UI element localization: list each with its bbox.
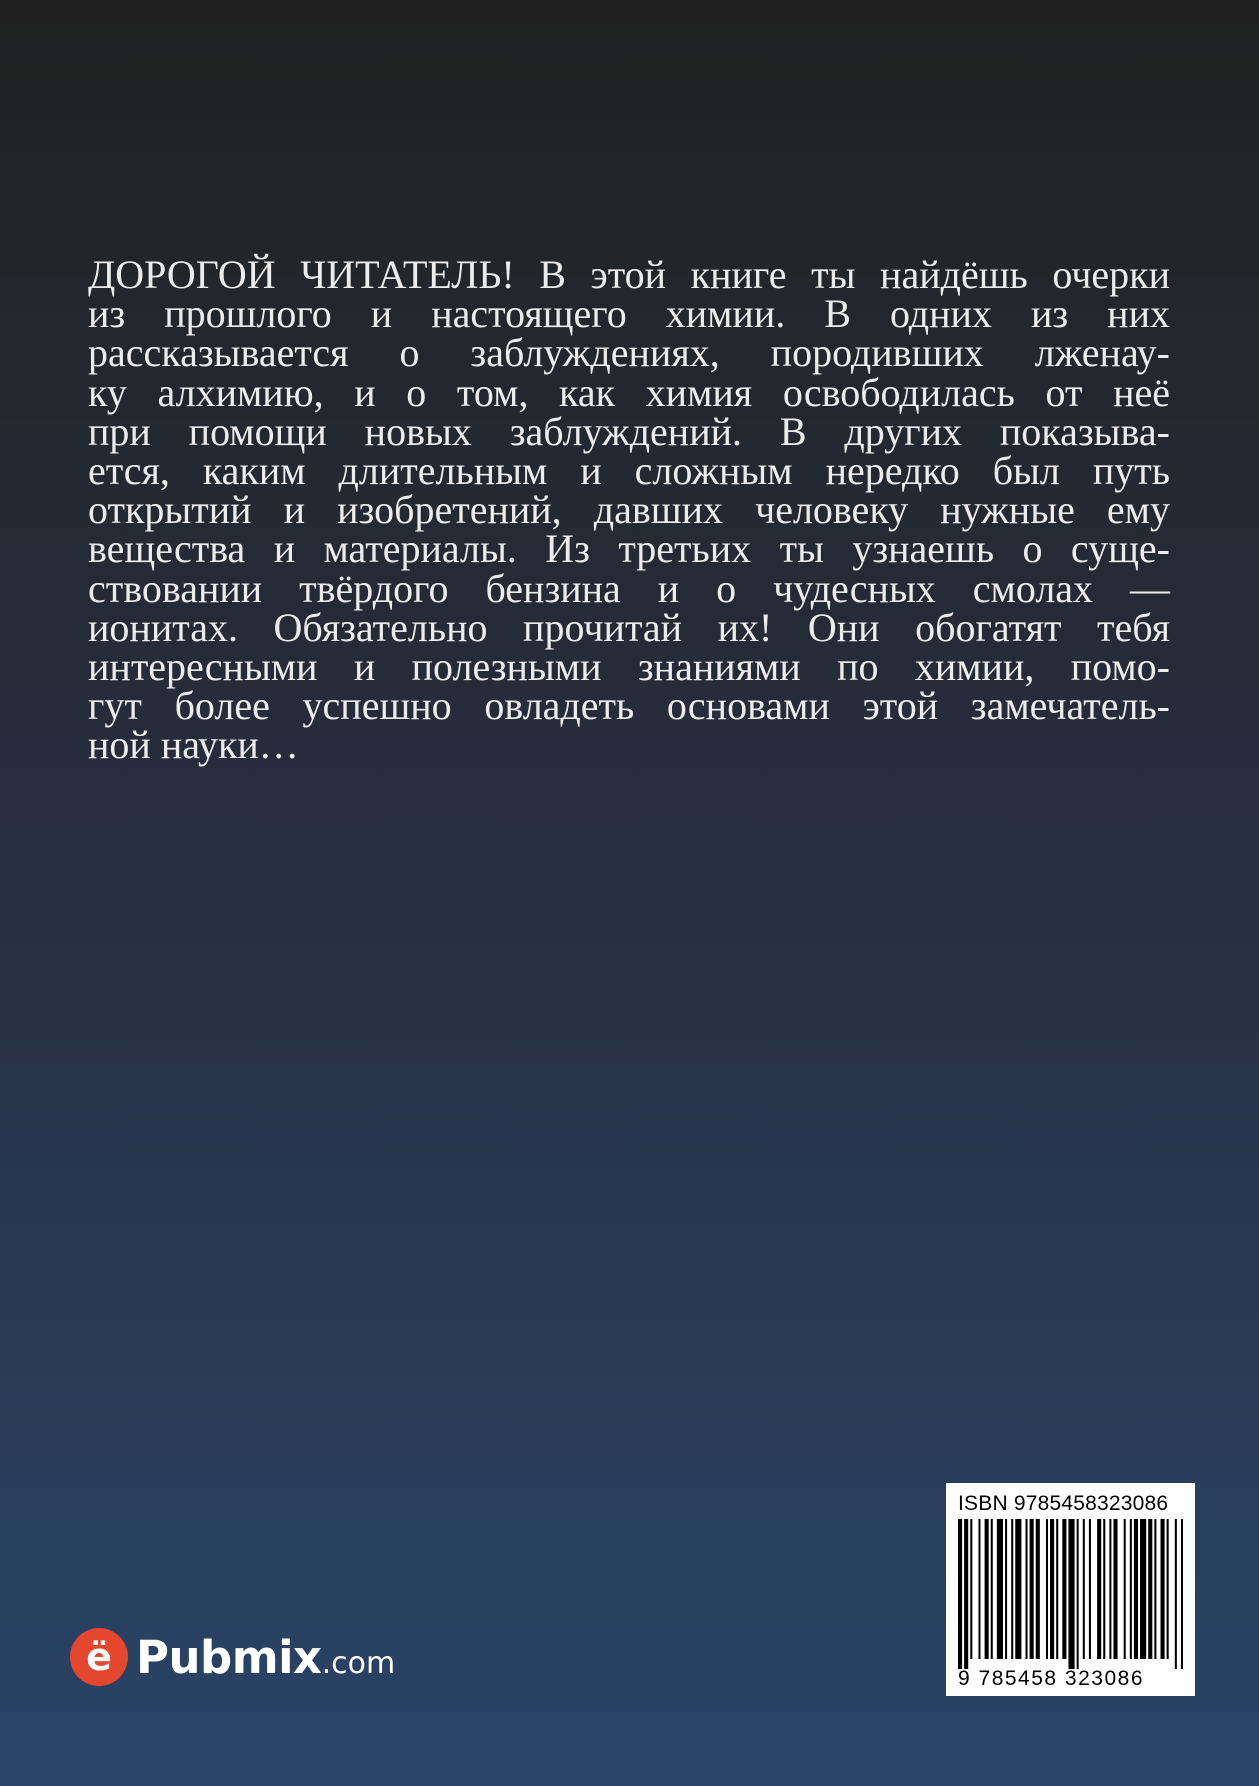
blurb-line: гут более успешно овладеть основами этой замечатель- [88, 683, 1170, 729]
back-cover-blurb [88, 252, 1170, 768]
blurb-line: ной науки… [88, 722, 299, 768]
publisher-logo [70, 1628, 395, 1686]
blurb-line: ионитах. Обязательно прочитай их! Они обогатят тебя [88, 604, 1170, 650]
blurb-line: ку алхимию, и о том, как химия освободилась от неё [88, 369, 1170, 415]
blurb-line: ДОРОГОЙ ЧИТАТЕЛЬ! В этой книге ты найдёшь очерки [88, 252, 1170, 297]
blurb-line: из прошлого и настоящего химии. В одних из них [88, 291, 1170, 337]
barcode-digits: 9 785458 323086 [958, 1667, 1144, 1690]
barcode-bars-icon [958, 1519, 1183, 1669]
blurb-line: вещества и материалы. Из третьих ты узнаешь о суще- [88, 526, 1170, 572]
blurb-line: интересными и полезными знаниями по химии, помо- [88, 644, 1170, 690]
blurb-line: ется, каким длительным и сложным нередко был путь [88, 448, 1170, 494]
blurb-line: открытий и изобретений, давших человеку нужные ему [88, 487, 1170, 533]
blurb-line: при помощи новых заблуждений. В других показыва- [88, 408, 1170, 454]
publisher-domain: .com [321, 1645, 396, 1681]
blurb-line: рассказывается о заблуждениях, породивших лженау- [88, 330, 1170, 376]
publisher-name [136, 1631, 395, 1684]
isbn-label: ISBN 9785458323086 [958, 1492, 1169, 1515]
publisher-name-text: Pubmix [136, 1630, 322, 1684]
isbn-barcode [946, 1483, 1195, 1696]
publisher-badge-icon: ё [70, 1628, 128, 1686]
blurb-line: ствовании твёрдого бензина и о чудесных смолах — [88, 565, 1170, 611]
